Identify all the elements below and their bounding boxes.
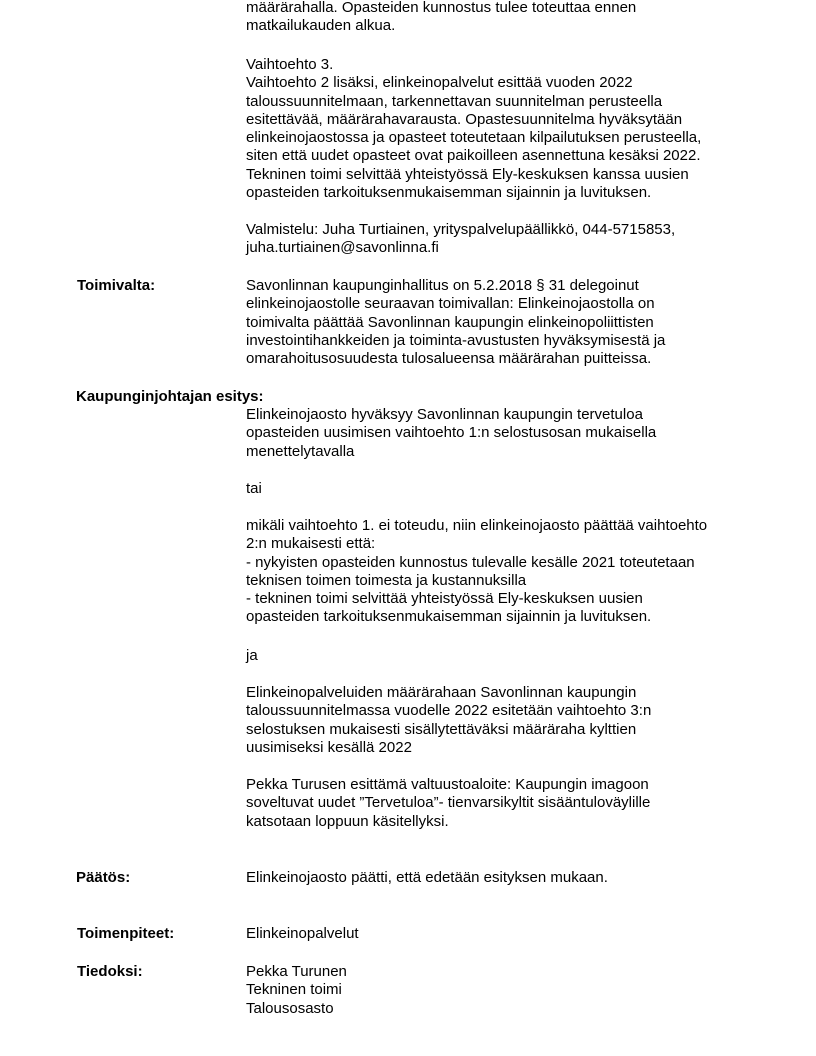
esitys-ja: ja bbox=[246, 647, 258, 664]
preparer-email: juha.turtiainen@savonlinna.fi bbox=[246, 239, 439, 257]
toimivalta-label: Toimivalta: bbox=[77, 277, 156, 294]
esitys-paragraph-1: Elinkeinojaosto hyväksyy Savonlinnan kaupungin tervetuloa opasteiden uusimisen vaihtoehto 1:n selostusosan mukaisella menettelytavalla bbox=[246, 406, 657, 460]
toimenpiteet-label: Toimenpiteet: bbox=[77, 925, 175, 942]
recipient: Pekka Turunen bbox=[246, 963, 347, 980]
esitys-paragraph-3: Elinkeinopalveluiden määrärahaan Savonlinnan kaupungin taloussuunnitelmassa vuodelle 2022 esitetään vaihtoehto 3:n selostuksen mukaisesti sisällytettäväksi määräraha kylttien uusimiseksi kesällä 2022 bbox=[246, 684, 652, 756]
paatos-text: Elinkeinojaosto päätti, että edetään esityksen mukaan. bbox=[246, 869, 608, 886]
option3-section: Vaihtoehto 3. Vaihtoehto 2 lisäksi, elinkeinopalvelut esittää vuoden 2022 taloussuunnitelmaan, tarkennettavan suunnitelman perusteella esitettävää, määrärahavarausta. Opastesuunnitelma hyväksytään elinkeinojaostossa ja opasteet toteutetaan kilpailutuksen perusteella, siten että uudet opasteet ovat paikoilleen asennettuna kesäksi 2022. Tekninen toimi selvittää yhteistyössä Ely-keskuksen kanssa uusien opasteiden tarkoituksenmukaisemman sijainnin ja luvituksen. bbox=[246, 56, 766, 202]
recipient: Talousosasto bbox=[246, 999, 334, 1017]
option3-heading: Vaihtoehto 3. bbox=[246, 56, 334, 73]
toimenpiteet-text: Elinkeinopalvelut bbox=[246, 925, 359, 942]
recipient: Tekninen toimi bbox=[246, 981, 342, 999]
esitys-paragraph-2: mikäli vaihtoehto 1. ei toteudu, niin elinkeinojaosto päättää vaihtoehto 2:n mukaisesti että: - nykyisten opasteiden kunnostus tulevalle kesälle 2021 toteutetaan teknisen toimen toimesta ja kustannuksilla - tekninen toimi selvittää yhteistyössä Ely-keskuksen uusien opasteiden tarkoituksenmukaisemman sijainnin ja luvituksen. bbox=[246, 517, 708, 626]
esitys-paragraph-4: Pekka Turusen esittämä valtuustoaloite: Kaupungin imagoon soveltuvat uudet ”Tervetuloa”- tienvarsikyltit sisääntuloväylille katsotaan loppuun käsitellyksi. bbox=[246, 776, 651, 830]
esitys-label: Kaupunginjohtajan esitys: bbox=[76, 388, 264, 405]
paatos-label: Päätös: bbox=[76, 869, 131, 886]
tiedoksi-label: Tiedoksi: bbox=[77, 963, 143, 980]
toimivalta-text: Savonlinnan kaupunginhallitus on 5.2.2018 § 31 delegoinut elinkeinojaostolle seuraavan toimivallan: Elinkeinojaostolla on toimivalta päättää Savonlinnan kaupungin elinkeinopoliittisten investointihankkeiden ja toiminta-avustusten hyväksymisestä ja omarahoitusosuudesta tulosalueensa määrärahan puitteissa. bbox=[246, 277, 666, 368]
continued-paragraph: määrärahalla. Opasteiden kunnostus tulee toteuttaa ennen matkailukauden alkua. bbox=[246, 0, 637, 35]
preparer-info: Valmistelu: Juha Turtiainen, yrityspalvelupäällikkö, 044-5715853, juha.turtiainen@savonlinna.fi bbox=[246, 221, 766, 258]
tiedoksi-recipients bbox=[246, 963, 766, 1018]
esitys-tai: tai bbox=[246, 480, 262, 497]
